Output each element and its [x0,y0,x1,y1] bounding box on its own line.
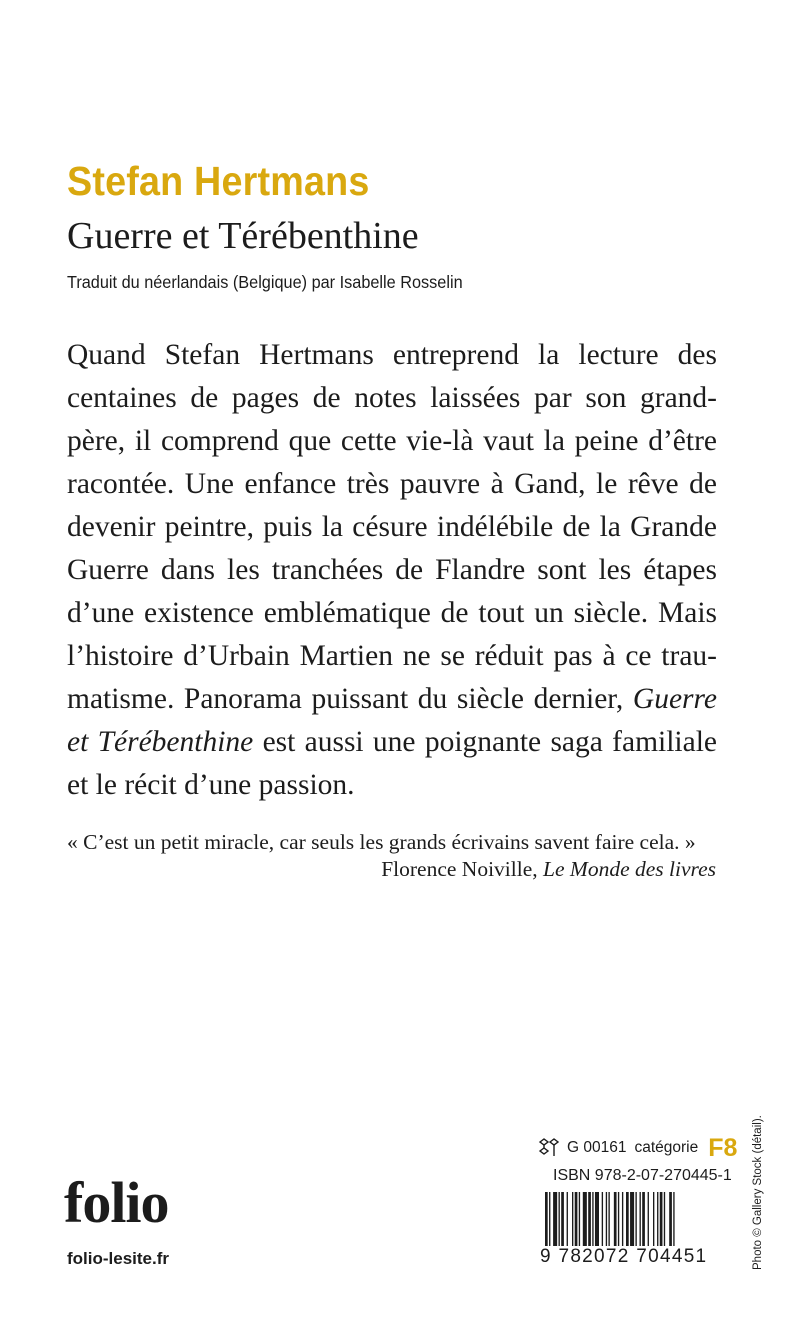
barcode-bar [575,1192,578,1246]
barcode-bar [630,1192,634,1246]
translator-credit: Traduit du néerlandais (Belgique) par Isabelle Rosselin [67,272,463,292]
barcode-bar [642,1192,645,1246]
blurb-italic-title: et Térébenthine [67,726,254,758]
barcode-bar [579,1192,580,1246]
barcode-bar [545,1192,548,1246]
isbn: ISBN 978-2-07-270445-1 [553,1167,732,1184]
barcode-bar [614,1192,617,1246]
barcode-bar [553,1192,557,1246]
category-label: catégorie [634,1139,699,1156]
barcode-bar [567,1192,568,1246]
blurb-line: centaines de pages de notes laissées par son grand- [67,382,717,414]
blurb-italic-title: Guerre [632,683,718,715]
barcode-bar [669,1192,672,1246]
barcode-bar [673,1192,674,1246]
blurb-line: et le récit d’une passion. [67,769,355,801]
publisher-url: folio-lesite.fr [67,1249,170,1268]
barcode-digits: 9 782072 704451 [540,1246,708,1267]
photo-credit: Photo © Gallery Stock (détail). [752,1115,764,1270]
blurb-line: racontée. Une enfance très pauvre à Gand, le rêve de [67,468,717,500]
book-title: Guerre et Térébenthine [67,215,419,257]
barcode-bar [660,1192,663,1246]
barcode-bar [595,1192,599,1246]
review-quote: « C’est un petit miracle, car seuls les grands écrivains savent faire cela. » [67,830,696,854]
publication-name: Le Monde des livres [543,857,716,881]
author-name: Stefan Hertmans [67,158,370,204]
catalog-row [537,1133,737,1163]
barcode-bar [602,1192,603,1246]
blurb-line-9 [67,678,717,721]
barcode-bar [572,1192,573,1246]
barcode-bar [608,1192,609,1246]
barcode-bar [653,1192,654,1246]
barcode-bar [561,1192,564,1246]
folio-logo: folio [64,1170,169,1235]
barcode-bar [559,1192,560,1246]
barcode-bar [640,1192,641,1246]
barcode-bar [657,1192,658,1246]
blurb-line: Quand Stefan Hertmans entreprend la lecture des [67,339,717,371]
barcode-bar [618,1192,619,1246]
barcode-bar [592,1192,593,1246]
barcode-bar [626,1192,629,1246]
catalog-code: G 00161 [567,1139,627,1156]
blurb-text: est aussi une poignante saga familiale [262,726,718,758]
blurb-line: père, il comprend que cette vie-là vaut la peine d’être [67,425,717,457]
category-code: F8 [708,1133,738,1162]
blurb-line-10 [67,721,717,764]
blurb-line: l’histoire d’Urbain Martien ne se réduit pas à ce trau- [67,640,717,672]
critic-name: Florence Noiville, [381,857,538,881]
blurb-line: d’une existence emblématique de tout un siècle. Mais [67,597,717,629]
barcode-bar [648,1192,649,1246]
blurb-line: Guerre dans les tranchées de Flandre sont les étapes [67,554,717,586]
price-code-symbol-icon [537,1138,561,1158]
barcode-bar [588,1192,591,1246]
barcode-bar [549,1192,550,1246]
barcode-bar [622,1192,623,1246]
isbn-barcode [545,1192,717,1246]
blurb-line: devenir peintre, puis la césure indélébile de la Grande [67,511,717,543]
blurb-text: matisme. Panorama puissant du siècle dernier, [67,683,624,715]
barcode-bar [635,1192,636,1246]
review-source [66,856,716,882]
barcode-bar [664,1192,665,1246]
back-cover-blurb [67,334,717,807]
barcode-bar [606,1192,607,1246]
barcode-bar [583,1192,587,1246]
